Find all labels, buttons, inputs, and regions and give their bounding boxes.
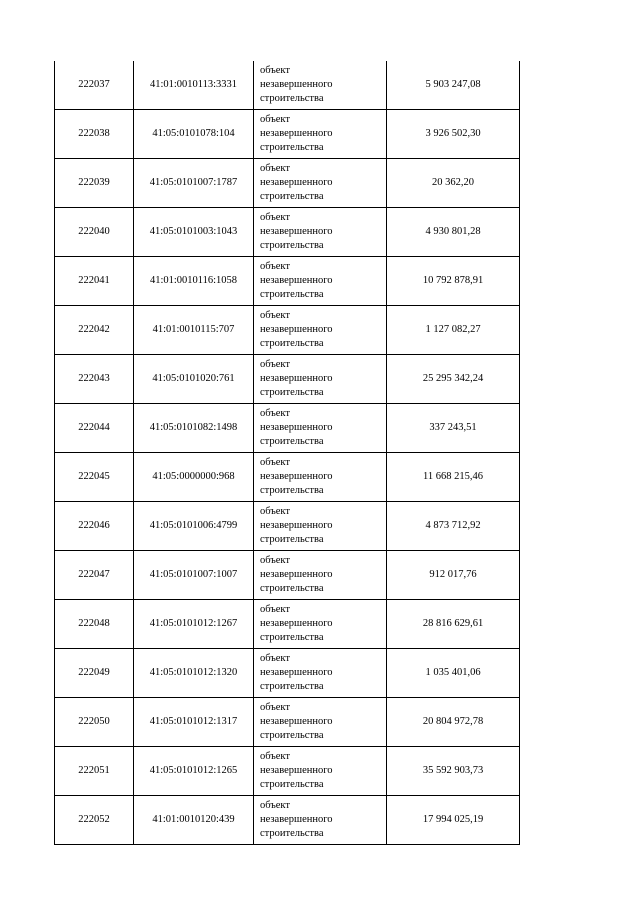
table-row [55,61,520,110]
object-type-line-3: строительства [260,387,324,398]
cadastral-value-cell: 3 926 502,30 [387,110,520,159]
cadastral-value-cell: 28 816 629,61 [387,600,520,649]
cadastral-value-cell: 10 792 878,91 [387,257,520,306]
object-type-line-3: строительства [260,142,324,153]
object-type-line-3: строительства [260,828,324,839]
object-type-line-2: незавершенного [260,569,333,580]
cadastral-number-cell: 41:05:0101012:1267 [134,600,254,649]
row-number-cell: 222041 [55,257,134,306]
object-type-line-1: объект [260,555,290,566]
object-type-line-3: строительства [260,485,324,496]
cadastral-number-cell: 41:05:0101020:761 [134,355,254,404]
cadastral-number-cell: 41:05:0101003:1043 [134,208,254,257]
cadastral-number-cell: 41:05:0101007:1007 [134,551,254,600]
row-number-cell: 222045 [55,453,134,502]
object-type-cell [254,502,387,551]
object-type-cell [254,649,387,698]
row-number-cell: 222049 [55,649,134,698]
object-type-line-2: незавершенного [260,422,333,433]
cadastral-value-cell: 4 930 801,28 [387,208,520,257]
object-type-line-2: незавершенного [260,275,333,286]
cadastral-number-cell: 41:05:0101007:1787 [134,159,254,208]
row-number-cell: 222048 [55,600,134,649]
cadastral-number-cell: 41:01:0010113:3331 [134,61,254,110]
object-type-line-2: незавершенного [260,667,333,678]
object-type-cell [254,110,387,159]
object-type-line-2: незавершенного [260,618,333,629]
object-type-cell [254,600,387,649]
table-row [55,502,520,551]
object-type-line-1: объект [260,702,290,713]
object-type-line-3: строительства [260,338,324,349]
object-type-line-1: объект [260,261,290,272]
cadastral-number-cell: 41:01:0010120:439 [134,796,254,845]
table-row [55,208,520,257]
table-body [55,61,520,845]
object-type-line-3: строительства [260,289,324,300]
row-number-cell: 222050 [55,698,134,747]
object-type-line-1: объект [260,163,290,174]
object-type-line-1: объект [260,310,290,321]
object-type-line-3: строительства [260,779,324,790]
object-type-line-2: незавершенного [260,177,333,188]
cadastral-number-cell: 41:05:0101012:1265 [134,747,254,796]
object-type-line-2: незавершенного [260,520,333,531]
object-type-line-3: строительства [260,93,324,104]
cadastral-number-cell: 41:05:0101012:1317 [134,698,254,747]
table-row [55,404,520,453]
object-type-line-1: объект [260,212,290,223]
table-row [55,747,520,796]
object-type-cell [254,796,387,845]
cadastral-value-cell: 17 994 025,19 [387,796,520,845]
object-type-line-1: объект [260,604,290,615]
object-type-line-1: объект [260,457,290,468]
object-type-line-1: объект [260,408,290,419]
object-type-cell [254,355,387,404]
row-number-cell: 222044 [55,404,134,453]
object-type-cell [254,747,387,796]
object-type-cell [254,306,387,355]
cadastral-number-cell: 41:01:0010115:707 [134,306,254,355]
table-row [55,453,520,502]
object-type-cell [254,208,387,257]
object-type-line-1: объект [260,800,290,811]
object-type-line-1: объект [260,65,290,76]
row-number-cell: 222043 [55,355,134,404]
table-row [55,551,520,600]
row-number-cell: 222047 [55,551,134,600]
cadastral-value-cell: 5 903 247,08 [387,61,520,110]
object-type-line-2: незавершенного [260,471,333,482]
object-type-line-1: объект [260,653,290,664]
row-number-cell: 222038 [55,110,134,159]
cadastral-value-cell: 20 804 972,78 [387,698,520,747]
row-number-cell: 222051 [55,747,134,796]
object-type-line-3: строительства [260,191,324,202]
table-row [55,257,520,306]
cadastral-value-cell: 35 592 903,73 [387,747,520,796]
object-type-line-2: незавершенного [260,226,333,237]
object-type-line-2: незавершенного [260,79,333,90]
object-type-line-1: объект [260,359,290,370]
cadastral-value-cell: 4 873 712,92 [387,502,520,551]
object-type-line-3: строительства [260,240,324,251]
object-type-line-3: строительства [260,436,324,447]
table-row [55,649,520,698]
object-type-line-1: объект [260,751,290,762]
table-row [55,110,520,159]
table-row [55,159,520,208]
cadastral-number-cell: 41:05:0101082:1498 [134,404,254,453]
document-page [54,61,516,845]
table-row [55,355,520,404]
cadastral-value-table [54,61,520,845]
object-type-cell [254,257,387,306]
object-type-line-3: строительства [260,632,324,643]
object-type-line-2: незавершенного [260,128,333,139]
object-type-line-2: незавершенного [260,716,333,727]
row-number-cell: 222037 [55,61,134,110]
object-type-line-2: незавершенного [260,324,333,335]
object-type-line-2: незавершенного [260,373,333,384]
cadastral-value-cell: 337 243,51 [387,404,520,453]
object-type-cell [254,404,387,453]
row-number-cell: 222040 [55,208,134,257]
cadastral-value-cell: 11 668 215,46 [387,453,520,502]
row-number-cell: 222042 [55,306,134,355]
object-type-line-1: объект [260,114,290,125]
object-type-line-3: строительства [260,534,324,545]
row-number-cell: 222052 [55,796,134,845]
object-type-line-2: незавершенного [260,814,333,825]
object-type-cell [254,453,387,502]
cadastral-value-cell: 20 362,20 [387,159,520,208]
cadastral-number-cell: 41:05:0101006:4799 [134,502,254,551]
cadastral-number-cell: 41:05:0101012:1320 [134,649,254,698]
table-row [55,796,520,845]
object-type-line-3: строительства [260,730,324,741]
cadastral-value-cell: 1 035 401,06 [387,649,520,698]
cadastral-number-cell: 41:05:0101078:104 [134,110,254,159]
table-row [55,600,520,649]
object-type-line-3: строительства [260,583,324,594]
row-number-cell: 222039 [55,159,134,208]
cadastral-value-cell: 912 017,76 [387,551,520,600]
object-type-cell [254,551,387,600]
object-type-line-3: строительства [260,681,324,692]
cadastral-value-cell: 1 127 082,27 [387,306,520,355]
object-type-line-2: незавершенного [260,765,333,776]
object-type-cell [254,61,387,110]
object-type-cell [254,159,387,208]
object-type-line-1: объект [260,506,290,517]
cadastral-number-cell: 41:01:0010116:1058 [134,257,254,306]
table-row [55,306,520,355]
cadastral-value-cell: 25 295 342,24 [387,355,520,404]
object-type-cell [254,698,387,747]
table-row [55,698,520,747]
cadastral-number-cell: 41:05:0000000:968 [134,453,254,502]
row-number-cell: 222046 [55,502,134,551]
